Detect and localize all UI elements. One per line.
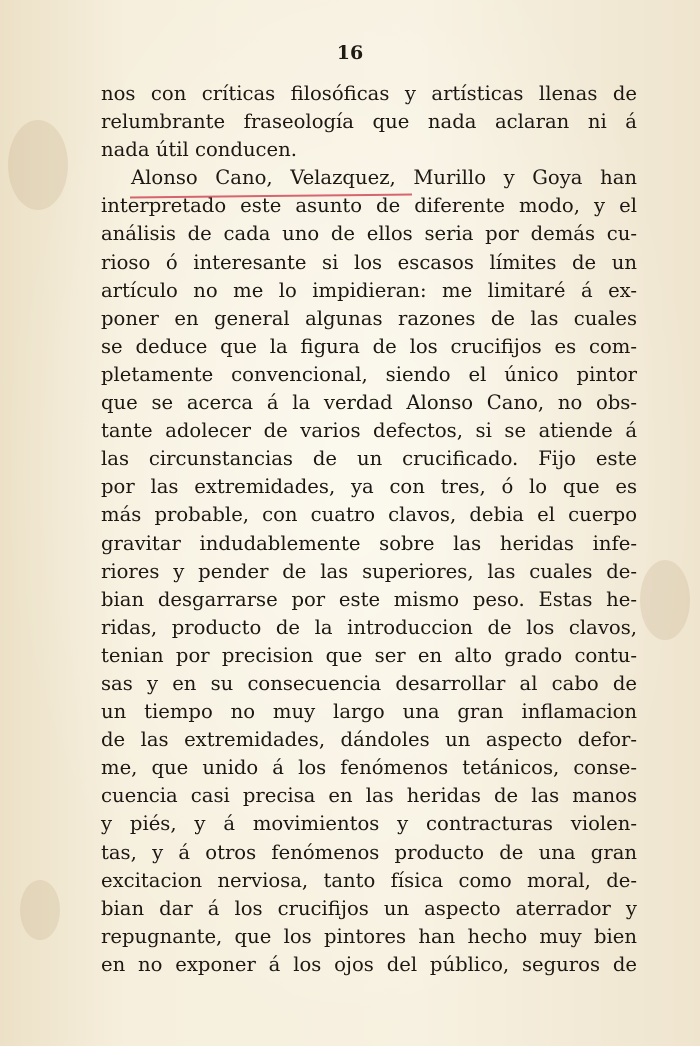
text-line: nos con críticas filosóficas y artísticas llenas de xyxy=(101,82,637,105)
text-line: sas y en su consecuencia desarrollar al cabo de xyxy=(101,671,637,695)
text-line: de las extremidades, dándoles un aspecto defor- xyxy=(101,728,637,752)
text-line: poner en general algunas razones de las cuales xyxy=(101,306,637,330)
text-line: excitacion nerviosa, tanto física como moral, de- xyxy=(101,868,637,892)
text-line: y piés, y á movimientos y contracturas violen- xyxy=(101,812,637,836)
paper-stain xyxy=(20,880,60,940)
text-line: bian desgarrarse por este mismo peso. Estas he- xyxy=(101,587,637,611)
body-text xyxy=(101,80,637,979)
text-line: tante adolecer de varios defectos, si se atiende á xyxy=(101,419,637,443)
text-line: Alonso Cano, Velazquez, Murillo y Goya han xyxy=(131,166,637,190)
text-line: más probable, con cuatro clavos, debia el cuerpo xyxy=(101,503,637,527)
paper-stain xyxy=(8,120,68,210)
text-line: repugnante, que los pintores han hecho muy bien xyxy=(101,924,637,948)
text-line: interpretado este asunto de diferente modo, y el xyxy=(101,194,637,218)
text-line: riores y pender de las superiores, las cuales de- xyxy=(101,559,637,583)
text-line: ridas, producto de la introduccion de los clavos, xyxy=(101,615,637,639)
text-line: cuencia casi precisa en las heridas de las manos xyxy=(101,784,637,808)
text-line: tas, y á otros fenómenos producto de una gran xyxy=(101,840,637,864)
text-line: pletamente convencional, siendo el único pintor xyxy=(101,362,637,386)
text-line: artículo no me lo impidieran: me limitaré á ex- xyxy=(101,278,637,302)
text-line: se deduce que la figura de los crucifijos es com- xyxy=(101,334,637,358)
text-line: un tiempo no muy largo una gran inflamacion xyxy=(101,700,637,724)
page-number: 16 xyxy=(336,42,364,64)
text-line: rioso ó interesante si los escasos límites de un xyxy=(101,250,637,274)
text-line: tenian por precision que ser en alto grado contu- xyxy=(101,643,637,667)
text-line: las circunstancias de un crucificado. Fijo este xyxy=(101,447,637,471)
text-line: nada útil conducen. xyxy=(101,138,297,162)
text-line: bian dar á los crucifijos un aspecto aterrador y xyxy=(101,896,637,920)
text-line: análisis de cada uno de ellos seria por demás cu- xyxy=(101,222,637,246)
text-line: en no exponer á los ojos del público, seguros de xyxy=(101,952,637,976)
text-line: gravitar indudablemente sobre las heridas infe- xyxy=(101,531,637,555)
paper-stain xyxy=(640,560,690,640)
text-line: que se acerca á la verdad Alonso Cano, no obs- xyxy=(101,391,637,415)
text-line: relumbrante fraseología que nada aclaran ni á xyxy=(101,110,637,134)
text-line: me, que unido á los fenómenos tetánicos, conse- xyxy=(101,756,637,780)
text-line: por las extremidades, ya con tres, ó lo que es xyxy=(101,475,637,499)
